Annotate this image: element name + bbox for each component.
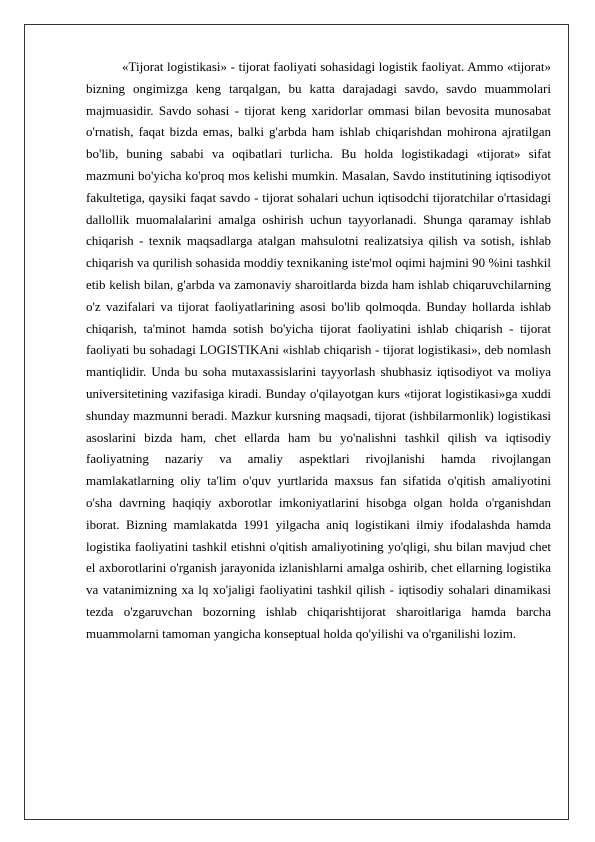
body-paragraph: «Tijorat logistikasi» - tijorat faoliyati sohasidagi logistik faoliyat. Ammo «tijorat» bizning ongimizga keng tarqalgan, bu katta darajadagi savdo, savdo muammolari majmuasidir. Savdo sohasi - tijorat keng xaridorlar ommasi bilan bevosita munosabat o'rnatish, faqat bizda emas, balki g'arbda ham ishlab chiqarishdan mohirona ajratilgan bo'lib, buning sababi va oqibatlari turlicha. Bu holda logistikadagi «tijorat» sifat mazmuni bo'yicha ko'proq mos kelishi mumkin. Masalan, Savdo institutining iqtisodiyot fakultetiga, qaysiki faqat savdo - tijorat sohalari uchun iqtisodchi tijoratchilar o'rtasidagi dallollik muomalalarini amalga oshirish uchun tayyorlanadi. Shunga qaramay ishlab chiqarish - texnik maqsadlarga atalgan mahsulotni realizatsiya qilish va sotish, ishlab chiqarish va qurilish sohasida moddiy texnikaning iste'mol oqimi hajmini 90 %ini tashkil etib kelish bilan, g'arbda va zamonaviy sharoitlarda bizda ham ishlab chiqaruvchilarning o'z vazifalari va tijorat faoliyatlarining asosi bo'lib qolmoqda. Bunday hollarda ishlab chiqarish, ta'minot hamda sotish bo'yicha tijorat faoliyatini ishlab chiqarish - tijorat faoliyati bu sohadagi LOGISTIKAni «ishlab chiqarish - tijorat logistikasi», deb nomlash mantiqlidir. Unda bu soha mutaxassislarini tayyorlash shubhasiz iqtisodiyot va moliya universitetining vazifasiga kiradi. Bunday o'qilayotgan kurs «tijorat logistikasi»ga xuddi shunday mazmunni beradi. Mazkur kursning maqsadi, tijorat (ishbilarmonlik) logistikasi asoslarini bizda ham, chet ellarda ham bu yo'nalishni tashkil qilish va iqtisodiy faoliyatning nazariy va amaliy aspektlari rivojlanishi hamda rivojlangan mamlakatlarning oliy ta'lim o'quv yurtlarida maxsus fan sifatida o'qitish amaliyotini o'sha davrning haqiqiy axborotlar imkoniyatlarini hisobga olgan holda o'rganishdan iborat. Bizning mamlakatda 1991 yilgacha aniq logistikani ilmiy ifodalashda hamda logistika faoliyatini tashkil etishni o'qitish amaliyotining yo'qligi, shu bilan mavjud chet el axborotlarini o'rganish jarayonida izlanishlarni amalga oshirib, chet ellarning logistika va vatanimizning xa lq xo'jaligi faoliyatini tashkil qilish - iqtisodiy sohalari dinamikasi tezda o'zgaruvchan bozorning ishlab chiqarishtijorat sharoitlariga hamda barcha muammolarni tamoman yangicha konseptual holda qo'yilishi va o'rganilishi lozim.: [86, 59, 551, 641]
